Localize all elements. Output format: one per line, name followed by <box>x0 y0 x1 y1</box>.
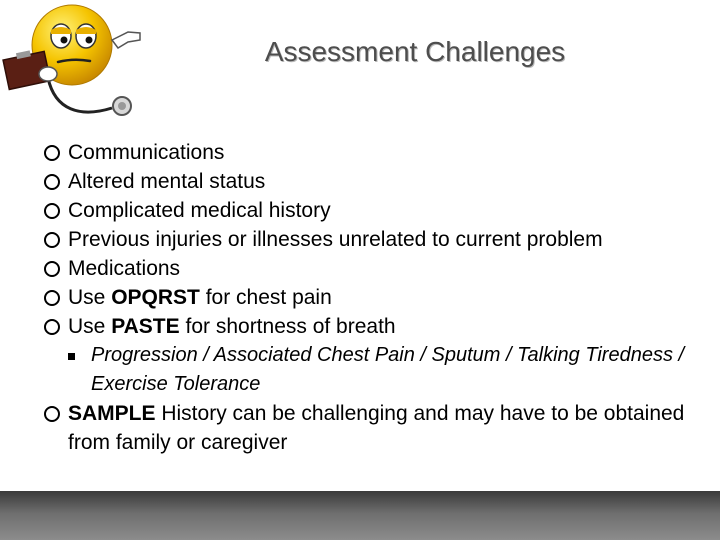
slide-title: Assessment Challenges <box>264 36 566 67</box>
bullet-item <box>42 312 702 341</box>
bullet-item <box>42 225 702 254</box>
sub-bullet-text: Progression / Associated Chest Pain / Sputum / Talking Tiredness / Exercise Tolerance <box>91 344 685 395</box>
bullet-item <box>42 138 702 167</box>
bullet-text: SAMPLE History can be challenging and may have to be obtained from family or caregiver <box>68 402 685 454</box>
doctor-smiley-icon <box>0 0 170 130</box>
hollow-circle-bullet-icon <box>44 145 60 161</box>
bullet-text: Previous injuries or illnesses unrelated to current problem <box>68 228 603 251</box>
square-bullet-icon <box>68 353 75 360</box>
acronym-opqrst: OPQRST <box>111 286 200 309</box>
bullet-text: Altered mental status <box>68 170 266 193</box>
bullet-text: Medications <box>68 257 181 280</box>
sub-bullet-item <box>66 341 702 399</box>
bullet-item <box>42 283 702 312</box>
hollow-circle-bullet-icon <box>44 261 60 277</box>
bullet-text: Complicated medical history <box>68 199 331 222</box>
hollow-circle-bullet-icon <box>44 203 60 219</box>
bullet-item <box>42 399 702 457</box>
bullet-item <box>42 254 702 283</box>
hollow-circle-bullet-icon <box>44 290 60 306</box>
hollow-circle-bullet-icon <box>44 319 60 335</box>
hollow-circle-bullet-icon <box>44 232 60 248</box>
footer-bar <box>0 491 720 540</box>
acronym-paste: PASTE <box>111 315 180 338</box>
bullet-item <box>42 167 702 196</box>
bullet-text: Communications <box>68 141 225 164</box>
acronym-sample: SAMPLE <box>68 402 156 425</box>
bullet-text: Use PASTE for shortness of breath <box>68 315 396 338</box>
bullet-item <box>42 196 702 225</box>
hollow-circle-bullet-icon <box>44 406 60 422</box>
bullet-list <box>42 138 702 457</box>
bullet-text: Use OPQRST for chest pain <box>68 286 332 309</box>
hollow-circle-bullet-icon <box>44 174 60 190</box>
